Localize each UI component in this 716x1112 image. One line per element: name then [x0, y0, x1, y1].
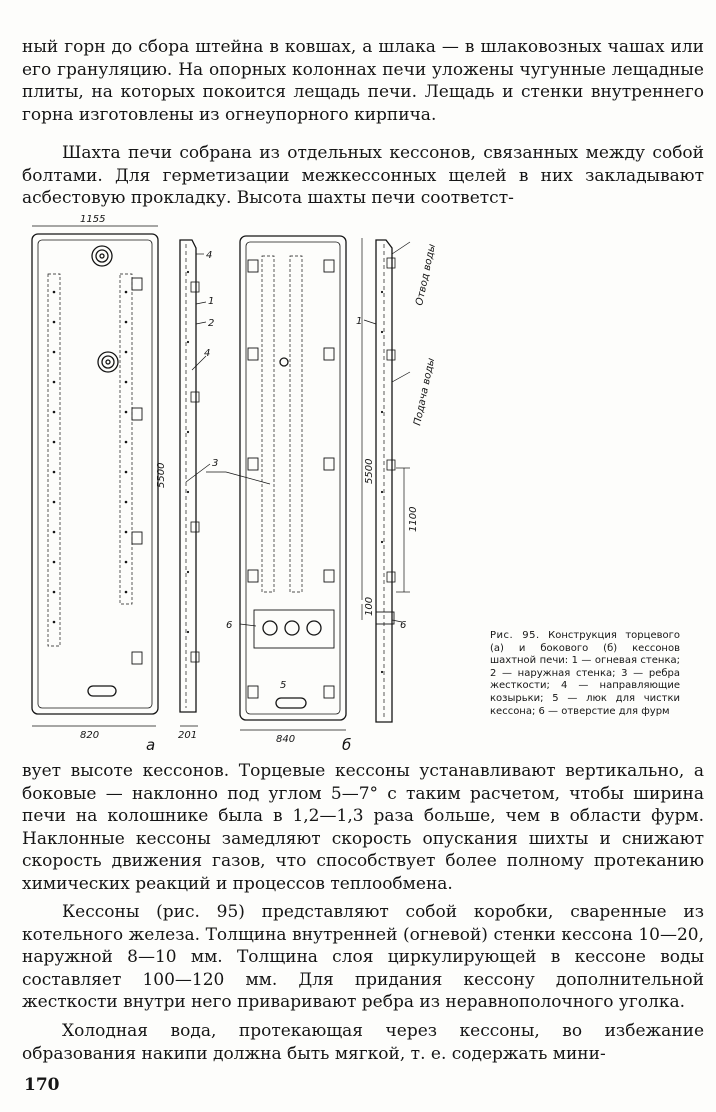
paragraph-1: ный горн до сбора штейна в ковшах, а шлака — в шлаковозных чашах или его грануляцию. На опорных колоннах печи уложены чугунные лещадные плиты, на которых покоится лещадь печи. Лещадь и стенки внутреннего горна изготовлены из огнеупорного кирпича.: [22, 37, 704, 125]
part-label: 2: [208, 318, 215, 329]
subfigure-b-label: б: [342, 736, 352, 754]
figure-caption-number: Рис. 95.: [490, 630, 540, 641]
part-label: 1: [356, 316, 363, 327]
paragraph-5: Холодная вода, протекающая через кессоны, во избежание образования накипи должна быть мягкой, т. е. содержать мини-: [22, 1021, 704, 1064]
water-inlet-label: Подача воды: [412, 357, 438, 427]
subfigure-a-label: а: [146, 736, 156, 754]
part-label: 6: [226, 620, 233, 631]
side-caisson-section: [376, 240, 392, 722]
dim-bottom-width-a: 820: [80, 730, 100, 741]
dim-span-b: 1100: [408, 506, 419, 532]
page-number: 170: [24, 1075, 60, 1095]
dim-gap-b: 100: [364, 596, 375, 616]
figure-caption-text: Конструкция торцевого (а) и бокового (б) кессонов шахтной печи: 1 — огневая стенка; 2 — наружная стенка; 3 — ребра жесткости; 4 — направляющие козырьки; 5 — люк для чистки кессона; 6 — отверстие для фурм: [490, 630, 680, 717]
dim-bottom-width-b: 840: [276, 734, 296, 745]
part-label: 6: [400, 620, 407, 631]
part-label: 1: [208, 296, 215, 307]
end-caisson-outline: [32, 234, 158, 714]
part-label: 4: [204, 348, 211, 359]
dim-height-b: 5500: [364, 458, 375, 484]
side-caisson-outline: [240, 236, 346, 720]
part-label: 3: [212, 458, 219, 469]
part-label: 5: [280, 680, 287, 691]
dim-side-width-a: 201: [178, 730, 198, 741]
dim-height-a: 5500: [156, 462, 167, 488]
dim-top-width-a: 1155: [80, 214, 106, 225]
paragraph-3: вует высоте кессонов. Торцевые кессоны устанавливают вертикально, а боковые — наклонно под углом 5—7° с таким расчетом, чтобы ширина печи на колошнике была в 1,2—1,3 раза больше, чем в области фурм. Наклонные кессоны замедляют скорость опускания шихты и снижают скорость движения газов, что способствует более полному протеканию химических реакций и процессов теплообмена.: [22, 761, 704, 894]
water-outlet-label: Отвод воды: [414, 243, 438, 307]
figure-caption: [490, 630, 680, 718]
paragraph-4: Кессоны (рис. 95) представляют собой коробки, сваренные из котельного железа. Толщина внутренней (огневой) стенки кессона 10—20, наружной 8—10 мм. Толщина слоя циркулирующей в кессоне воды составляет 100—120 мм. Для придания кессону дополнительной жесткости внутри него приваривают ребра из неравнополочного уголка.: [22, 902, 704, 1013]
part-label: 4: [206, 250, 213, 261]
paragraph-2: Шахта печи собрана из отдельных кессонов, связанных между собой болтами. Для герметизации межкессонных щелей в них закладывают асбестовую прокладку. Высота шахты печи соответст-: [22, 143, 704, 209]
